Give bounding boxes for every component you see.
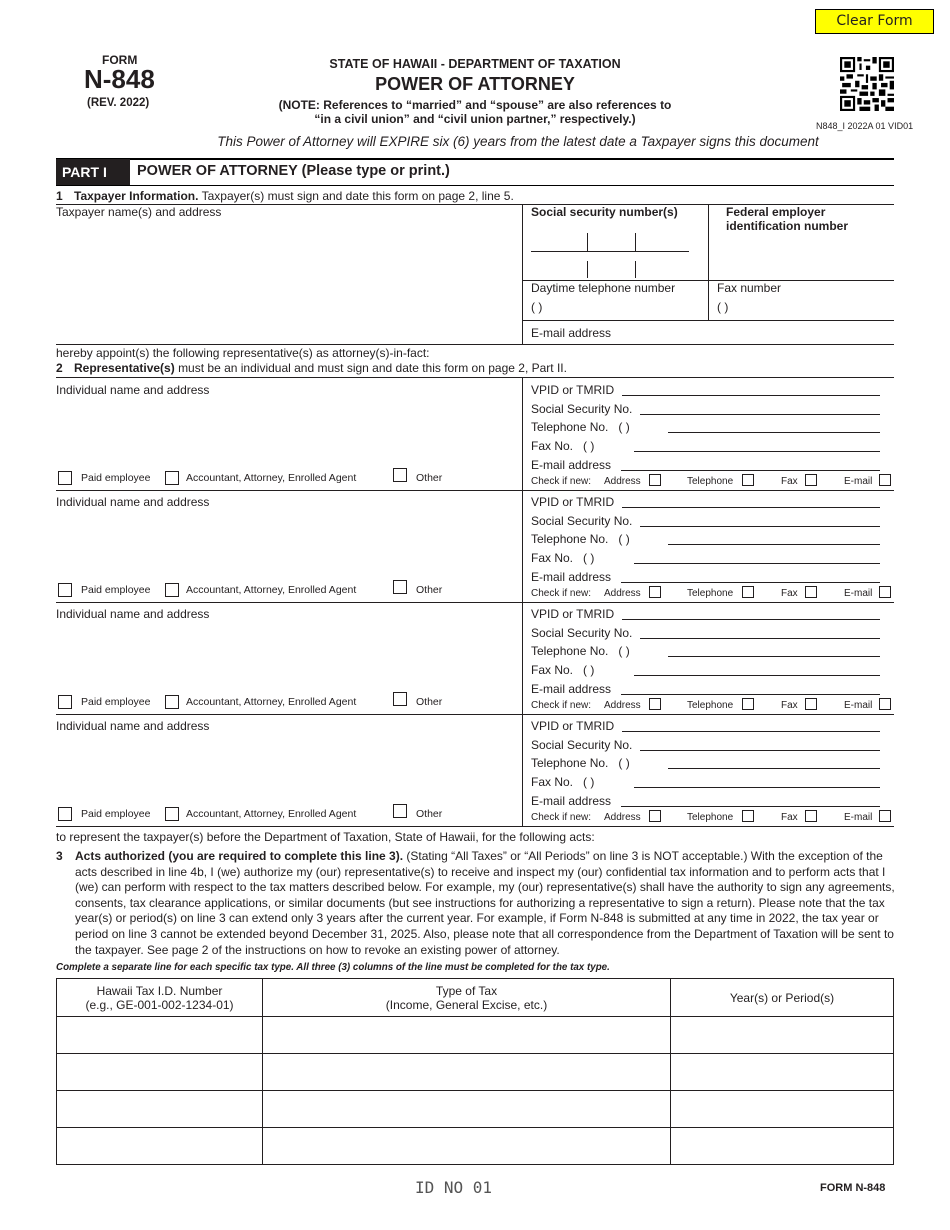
rep4-other-label: Other xyxy=(416,808,443,820)
rep1-fax-field[interactable] xyxy=(634,451,880,452)
table-row xyxy=(57,1091,894,1128)
tax-id-cell[interactable] xyxy=(57,1091,263,1128)
line3-text: (Stating “All Taxes” or “All Periods” on line 3 is NOT acceptable.) With the exception of the acts described in line 4b, I (we) authorize my (our) representative(s) to receive and inspect my (our) confidential tax information and to perform acts that I (we) can perform with respect to the tax matters described below. For example, my (our) representative(s) shall have the authority to sign any agreements, consents, tax clearance applications, or similar documents (but see instructions for authorizing a representative to sign a return). Please note that the tax year(s) or period(s) on line 3 can extend only 3 years after the current year. For example, if Form N-848 is submitted at any time in 2022, the tax year or period on line 3 cannot be extended beyond December 31, 2025. Also, please note that all correspondence from the Department of Taxation will be sent to the taxpayer. See page 2 of the instructions on how to revoke an existing power of attorney. xyxy=(75,849,895,957)
rep3-paid-label: Paid employee xyxy=(81,696,151,708)
header-note xyxy=(260,98,690,126)
rep1-ssn-label: Social Security No. xyxy=(531,402,633,416)
rep2-address-checkbox[interactable] xyxy=(649,586,661,598)
rep3-tel-checkbox[interactable] xyxy=(742,698,754,710)
rep2-name-address-field[interactable] xyxy=(56,510,520,576)
line1-bold: Taxpayer Information. xyxy=(74,189,199,203)
line2-heading xyxy=(56,361,567,375)
rep4-paid-checkbox[interactable] xyxy=(58,807,72,821)
rep2-tel-checkbox[interactable] xyxy=(742,586,754,598)
qr-code-icon xyxy=(840,57,894,111)
rep4-email-field[interactable] xyxy=(621,806,880,807)
rep2-acct-label: Accountant, Attorney, Enrolled Agent xyxy=(186,584,357,596)
rep4-name-address-field[interactable] xyxy=(56,734,520,800)
rep1-fax-checkbox[interactable] xyxy=(805,474,817,486)
rep3-tel-label: Telephone No. ( ) xyxy=(531,644,630,658)
rep4-check-new-label: Check if new: xyxy=(531,812,592,823)
rep1-name-address-label: Individual name and address xyxy=(56,383,210,397)
rep4-name-address-label: Individual name and address xyxy=(56,719,210,733)
daytime-phone-label: Daytime telephone number xyxy=(531,281,676,295)
rep3-ssn-field[interactable] xyxy=(640,638,880,639)
rep2-acct-checkbox[interactable] xyxy=(165,583,179,597)
rep2-tel-field[interactable] xyxy=(668,544,880,545)
rep4-fax-label: Fax No. ( ) xyxy=(531,775,595,789)
rep2-c-address-label: Address xyxy=(604,588,641,599)
line3-paragraph xyxy=(75,849,895,958)
tax-id-cell[interactable] xyxy=(57,1054,263,1091)
line2-number: 2 xyxy=(56,361,63,375)
rep1-c-email-label: E-mail xyxy=(844,476,873,487)
rep1-tel-label: Telephone No. ( ) xyxy=(531,420,630,434)
taxpayer-name-address-field[interactable] xyxy=(56,220,520,344)
rep2-paid-label: Paid employee xyxy=(81,584,151,596)
rep4-tel-checkbox[interactable] xyxy=(742,810,754,822)
rep4-email-checkbox[interactable] xyxy=(879,810,891,822)
rep3-vpid-label: VPID or TMRID xyxy=(531,607,615,621)
rep4-vpid-label: VPID or TMRID xyxy=(531,719,615,733)
represent-text: to represent the taxpayer(s) before the Department of Taxation, State of Hawaii, for the following acts: xyxy=(56,830,595,844)
rep2-tel-label: Telephone No. ( ) xyxy=(531,532,630,546)
line1-number: 1 xyxy=(56,189,63,203)
rep1-c-address-label: Address xyxy=(604,476,641,487)
rep2-fax-field[interactable] xyxy=(634,563,880,564)
tax-type-cell[interactable] xyxy=(263,1054,671,1091)
rep4-c-tel-label: Telephone xyxy=(687,812,734,823)
tax-id-cell[interactable] xyxy=(57,1128,263,1165)
rep1-vpid-label: VPID or TMRID xyxy=(531,383,615,397)
header-note-line1: (NOTE: References to “married” and “spouse” are also references to xyxy=(278,98,672,112)
tax-type-cell[interactable] xyxy=(263,1091,671,1128)
header-note-line2: “in a civil union” and “civil union partner,” respectively.) xyxy=(314,112,636,126)
email-label: E-mail address xyxy=(531,326,612,340)
form-number: N-848 xyxy=(84,64,155,94)
rep3-c-fax-label: Fax xyxy=(781,700,798,711)
rep1-vpid-field[interactable] xyxy=(622,395,880,396)
rep3-email-field[interactable] xyxy=(621,694,880,695)
rep4-email-label: E-mail address xyxy=(531,794,612,808)
rep3-name-address-field[interactable] xyxy=(56,622,520,688)
ssn-label: Social security number(s) xyxy=(531,205,678,219)
rep2-name-address-label: Individual name and address xyxy=(56,495,210,509)
rep4-c-fax-label: Fax xyxy=(781,812,798,823)
rep3-c-address-label: Address xyxy=(604,700,641,711)
fein-label: Federal employer identification number xyxy=(726,205,849,233)
clear-form-button[interactable]: Clear Form xyxy=(815,9,934,34)
fein-field[interactable] xyxy=(712,235,892,277)
line1-text: Taxpayer(s) must sign and date this form on page 2, line 5. xyxy=(201,189,514,203)
rep2-ssn-label: Social Security No. xyxy=(531,514,633,528)
agency-name: STATE OF HAWAII - DEPARTMENT OF TAXATION xyxy=(329,57,621,71)
rep3-email-checkbox[interactable] xyxy=(879,698,891,710)
table-row xyxy=(57,1054,894,1091)
rep4-acct-checkbox[interactable] xyxy=(165,807,179,821)
rep3-address-checkbox[interactable] xyxy=(649,698,661,710)
rep1-email-field[interactable] xyxy=(621,470,880,471)
rep2-email-label: E-mail address xyxy=(531,570,612,584)
rep3-tel-field[interactable] xyxy=(668,656,880,657)
rep3-fax-field[interactable] xyxy=(634,675,880,676)
barcode-id: N848_I 2022A 01 VID01 xyxy=(816,121,914,131)
rep3-name-address-label: Individual name and address xyxy=(56,607,210,621)
ssn-field[interactable] xyxy=(531,232,689,278)
rep1-tel-field[interactable] xyxy=(668,432,880,433)
rep3-vpid-field[interactable] xyxy=(622,619,880,620)
rep2-ssn-field[interactable] xyxy=(640,526,880,527)
line3-number: 3 xyxy=(56,849,63,863)
period-cell[interactable] xyxy=(671,1017,894,1054)
daytime-phone-field[interactable]: ( ) xyxy=(531,300,543,314)
rep1-paid-checkbox[interactable] xyxy=(58,471,72,485)
part1-title: POWER OF ATTORNEY (Please type or print.) xyxy=(137,163,450,179)
rep1-c-tel-label: Telephone xyxy=(687,476,734,487)
rep3-other-checkbox[interactable] xyxy=(393,692,407,706)
rep2-other-label: Other xyxy=(416,584,443,596)
rep2-email-field[interactable] xyxy=(621,582,880,583)
tax-type-cell[interactable] xyxy=(263,1017,671,1054)
period-cell[interactable] xyxy=(671,1054,894,1091)
rep1-ssn-field[interactable] xyxy=(640,414,880,415)
rep2-check-new-label: Check if new: xyxy=(531,588,592,599)
footer-form-label: FORM N-848 xyxy=(820,1182,886,1194)
page-title: POWER OF ATTORNEY xyxy=(375,74,575,94)
expire-note: This Power of Attorney will EXPIRE six (6) years from the latest date a Taxpayer signs this document xyxy=(217,134,819,149)
rep2-c-fax-label: Fax xyxy=(781,588,798,599)
rep4-acct-label: Accountant, Attorney, Enrolled Agent xyxy=(186,808,357,820)
rep1-other-label: Other xyxy=(416,472,443,484)
rep2-vpid-label: VPID or TMRID xyxy=(531,495,615,509)
rep2-fax-label: Fax No. ( ) xyxy=(531,551,595,565)
rep1-email-label: E-mail address xyxy=(531,458,612,472)
rep4-ssn-field[interactable] xyxy=(640,750,880,751)
rep1-c-fax-label: Fax xyxy=(781,476,798,487)
col-tax-id-header: Hawaii Tax I.D. Number (e.g., GE-001-002-1234-01) xyxy=(57,979,263,1017)
rep3-c-tel-label: Telephone xyxy=(687,700,734,711)
form-label: FORM xyxy=(102,53,138,67)
rep4-fax-checkbox[interactable] xyxy=(805,810,817,822)
form-revision: (REV. 2022) xyxy=(87,97,150,109)
rep1-tel-checkbox[interactable] xyxy=(742,474,754,486)
rep4-c-address-label: Address xyxy=(604,812,641,823)
part1-label: PART I xyxy=(56,159,130,185)
rep1-address-checkbox[interactable] xyxy=(649,474,661,486)
taxpayer-name-address-label: Taxpayer name(s) and address xyxy=(56,205,222,219)
appoint-text: hereby appoint(s) the following representative(s) as attorney(s)-in-fact: xyxy=(56,346,430,360)
tax-id-cell[interactable] xyxy=(57,1017,263,1054)
rep2-paid-checkbox[interactable] xyxy=(58,583,72,597)
fax-field[interactable]: ( ) xyxy=(717,300,729,314)
rep3-email-label: E-mail address xyxy=(531,682,612,696)
fax-label: Fax number xyxy=(717,281,782,295)
rep3-check-new-label: Check if new: xyxy=(531,700,592,711)
line3-bold: Acts authorized (you are required to complete this line 3). xyxy=(75,849,404,863)
rep4-tel-field[interactable] xyxy=(668,768,880,769)
rep2-other-checkbox[interactable] xyxy=(393,580,407,594)
id-number: ID NO 01 xyxy=(415,1178,493,1197)
rep2-c-email-label: E-mail xyxy=(844,588,873,599)
rep3-paid-checkbox[interactable] xyxy=(58,695,72,709)
rep3-acct-label: Accountant, Attorney, Enrolled Agent xyxy=(186,696,357,708)
period-cell[interactable] xyxy=(671,1128,894,1165)
rep2-email-checkbox[interactable] xyxy=(879,586,891,598)
rep1-name-address-field[interactable] xyxy=(56,398,520,464)
table-row xyxy=(57,1017,894,1054)
line2-text: must be an individual and must sign and date this form on page 2, Part II. xyxy=(178,361,567,375)
rep1-email-checkbox[interactable] xyxy=(879,474,891,486)
rep3-ssn-label: Social Security No. xyxy=(531,626,633,640)
rep1-acct-label: Accountant, Attorney, Enrolled Agent xyxy=(186,472,357,484)
rep4-c-email-label: E-mail xyxy=(844,812,873,823)
line1-heading xyxy=(56,189,514,203)
rep3-other-label: Other xyxy=(416,696,443,708)
rep4-vpid-field[interactable] xyxy=(622,731,880,732)
tax-type-cell[interactable] xyxy=(263,1128,671,1165)
table-note: Complete a separate line for each specific tax type. All three (3) columns of the line must be completed for the tax type. xyxy=(56,962,610,973)
rep2-fax-checkbox[interactable] xyxy=(805,586,817,598)
rep1-check-new-label: Check if new: xyxy=(531,476,592,487)
col-tax-type-header: Type of Tax (Income, General Excise, etc.) xyxy=(263,979,671,1017)
table-row xyxy=(57,1128,894,1165)
rep3-fax-label: Fax No. ( ) xyxy=(531,663,595,677)
rep1-paid-label: Paid employee xyxy=(81,472,151,484)
rep1-acct-checkbox[interactable] xyxy=(165,471,179,485)
rep4-tel-label: Telephone No. ( ) xyxy=(531,756,630,770)
line2-bold: Representative(s) xyxy=(74,361,175,375)
tax-table xyxy=(56,978,894,1165)
rep4-address-checkbox[interactable] xyxy=(649,810,661,822)
rep1-fax-label: Fax No. ( ) xyxy=(531,439,595,453)
rep3-fax-checkbox[interactable] xyxy=(805,698,817,710)
col-period-header: Year(s) or Period(s) xyxy=(671,979,894,1017)
rep2-vpid-field[interactable] xyxy=(622,507,880,508)
rep4-ssn-label: Social Security No. xyxy=(531,738,633,752)
rep4-paid-label: Paid employee xyxy=(81,808,151,820)
rep3-acct-checkbox[interactable] xyxy=(165,695,179,709)
rep4-other-checkbox[interactable] xyxy=(393,804,407,818)
period-cell[interactable] xyxy=(671,1091,894,1128)
rep3-c-email-label: E-mail xyxy=(844,700,873,711)
rep2-c-tel-label: Telephone xyxy=(687,588,734,599)
rep4-fax-field[interactable] xyxy=(634,787,880,788)
rep1-other-checkbox[interactable] xyxy=(393,468,407,482)
